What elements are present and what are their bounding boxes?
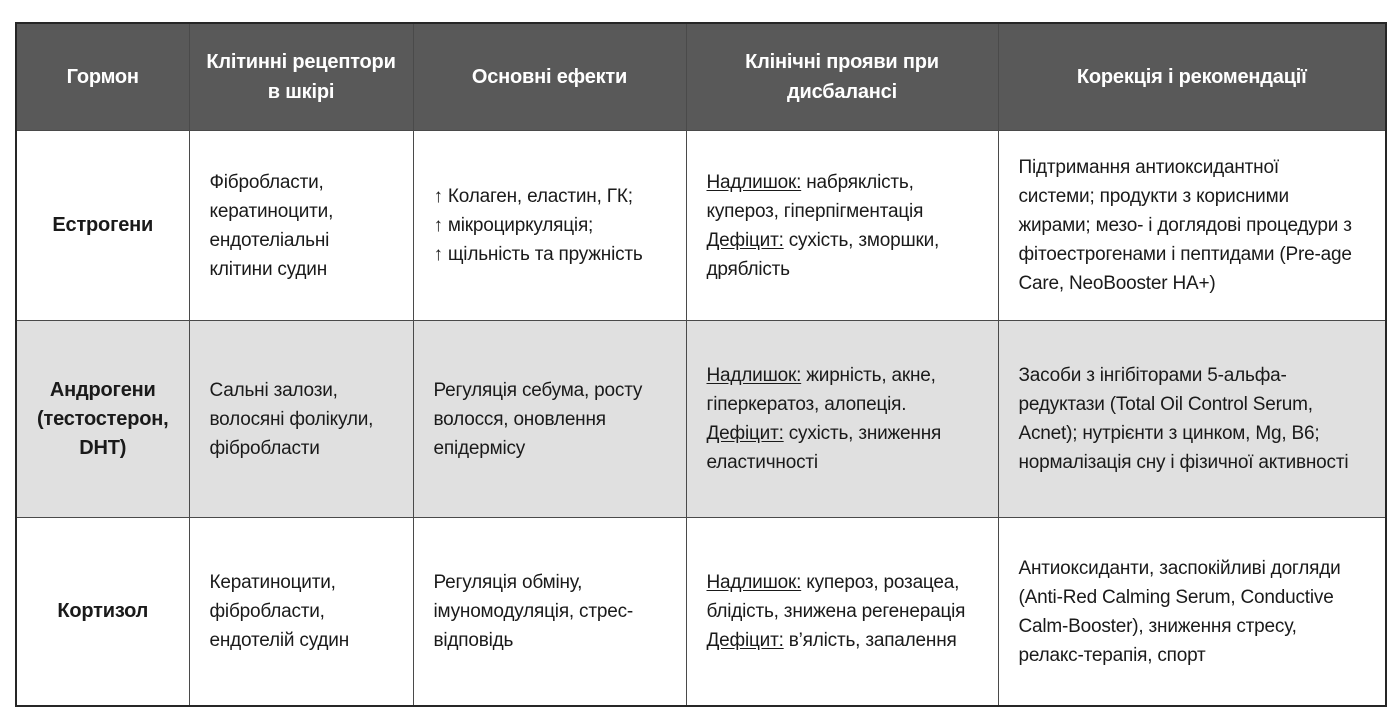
cell-line (707, 168, 992, 197)
cell-line: Регуляція себума, росту (433, 379, 643, 401)
cell-line: волосся, оновлення (433, 408, 606, 430)
cell-line: епідермісу (433, 437, 526, 459)
table-row (16, 131, 1386, 321)
cell-line: Регуляція обміну, (433, 572, 583, 593)
header-hormone (16, 23, 189, 131)
excess-label: Надлишок: (706, 171, 802, 193)
cell-line: релакс-терапія, спорт (1018, 644, 1206, 666)
cell-line: ендотелій судин (209, 630, 349, 651)
hormone-name: (тестостерон, (37, 407, 169, 430)
cell-line: (Anti-Red Calming Serum, Conductive (1018, 586, 1334, 608)
header-row (16, 23, 1386, 131)
header-line: Гормон (66, 66, 139, 88)
hormone-cell (16, 518, 189, 707)
hormone-name: DHT) (79, 436, 127, 459)
cell-line: волосяні фолікули, (209, 408, 374, 430)
cell-line: Антиоксиданти, заспокійливі догляди (1018, 557, 1341, 579)
cell-line (707, 597, 992, 626)
correction-cell (998, 518, 1386, 707)
cell-line: фітоестрогенами і пептидами (Pre-age (1018, 244, 1352, 265)
header-line: Основні ефекти (471, 66, 628, 88)
table-row (16, 518, 1386, 707)
cell-line: Підтримання антиоксидантної (1018, 157, 1279, 178)
clinical-cell (686, 131, 998, 321)
hormone-name: Кортизол (57, 600, 149, 622)
cell-line: Care, NeoBooster HA+) (1018, 273, 1216, 294)
cell-line (707, 419, 992, 448)
cell-line (707, 626, 992, 655)
cell-line (707, 448, 992, 477)
header-effects (413, 23, 686, 131)
clinical-text: жирність, акне, (801, 365, 936, 386)
cell-line: Calm-Booster), зниження стресу, (1018, 615, 1297, 637)
cell-line: Кератиноцити, (209, 572, 336, 593)
clinical-text: купероз, розацеа, (801, 572, 960, 593)
cell-line: Acnet); нутрієнти з цинком, Mg, B6; (1018, 423, 1320, 444)
cell-line: фібробласти (209, 437, 320, 459)
header-receptors (189, 23, 413, 131)
deficit-label: Дефіцит: (706, 229, 784, 251)
hormone-table (15, 22, 1387, 707)
excess-label: Надлишок: (706, 365, 802, 386)
cell-line: імуномодуляція, стрес- (433, 601, 634, 622)
excess-label: Надлишок: (706, 572, 802, 593)
header-line: дисбалансі (787, 81, 897, 103)
receptors-cell (189, 518, 413, 707)
cell-line: редуктази (Total Oil Control Serum, (1018, 394, 1313, 415)
cell-line: нормалізація сну і фізичної активності (1018, 452, 1349, 473)
hormone-cell (16, 321, 189, 518)
cell-line: фібробласти, (209, 601, 325, 622)
clinical-text: дряблість (706, 258, 790, 280)
correction-cell (998, 321, 1386, 518)
cell-line (707, 197, 992, 226)
clinical-text: блідість, знижена регенерація (706, 601, 966, 622)
clinical-text: набряклість, (801, 171, 914, 193)
receptors-cell (189, 321, 413, 518)
clinical-cell (686, 321, 998, 518)
cell-line: жирами; мезо- і доглядові процедури з (1018, 215, 1352, 236)
cell-line: Сальні залози, (209, 379, 338, 401)
header-clinical (686, 23, 998, 131)
cell-line: клітини судин (209, 258, 327, 280)
header-correction (998, 23, 1386, 131)
cell-line: ↑ Колаген, еластин, ГК; (433, 186, 633, 207)
cell-line (707, 390, 992, 419)
table-row (16, 321, 1386, 518)
deficit-label: Дефіцит: (706, 423, 784, 444)
effects-cell (413, 518, 686, 707)
clinical-text: еластичності (706, 452, 818, 473)
cell-line (707, 568, 992, 597)
effects-cell (413, 131, 686, 321)
cell-line (707, 226, 992, 255)
correction-cell (998, 131, 1386, 321)
cell-line: ендотеліальні (209, 229, 330, 251)
cell-line (707, 255, 992, 284)
clinical-cell (686, 518, 998, 707)
hormone-name: Естрогени (52, 214, 154, 236)
clinical-text: сухість, зниження (783, 423, 942, 444)
cell-line: відповідь (433, 630, 514, 651)
cell-line (707, 361, 992, 390)
cell-line: системи; продукти з корисними (1018, 186, 1289, 207)
deficit-label: Дефіцит: (706, 630, 784, 651)
cell-line: ↑ мікроциркуляція; (433, 215, 594, 236)
cell-line: Засоби з інгібіторами 5-альфа- (1018, 365, 1287, 386)
header-line: Клінічні прояви при (745, 51, 939, 73)
cell-line: ↑ щільність та пружність (433, 244, 643, 265)
clinical-text: сухість, зморшки, (783, 229, 940, 251)
hormone-cell (16, 131, 189, 321)
hormone-name: Андрогени (49, 378, 156, 401)
cell-line: кератиноцити, (209, 200, 334, 222)
receptors-cell (189, 131, 413, 321)
header-line: Клітинні рецептори (206, 51, 396, 73)
header-line: Корекція і рекомендації (1076, 66, 1307, 88)
clinical-text: в’ялість, запалення (783, 630, 957, 651)
cell-line: Фібробласти, (209, 171, 324, 193)
clinical-text: гіперкератоз, алопеція. (706, 394, 907, 415)
effects-cell (413, 321, 686, 518)
header-line: в шкірі (267, 81, 335, 103)
clinical-text: купероз, гіперпігментація (706, 200, 924, 222)
